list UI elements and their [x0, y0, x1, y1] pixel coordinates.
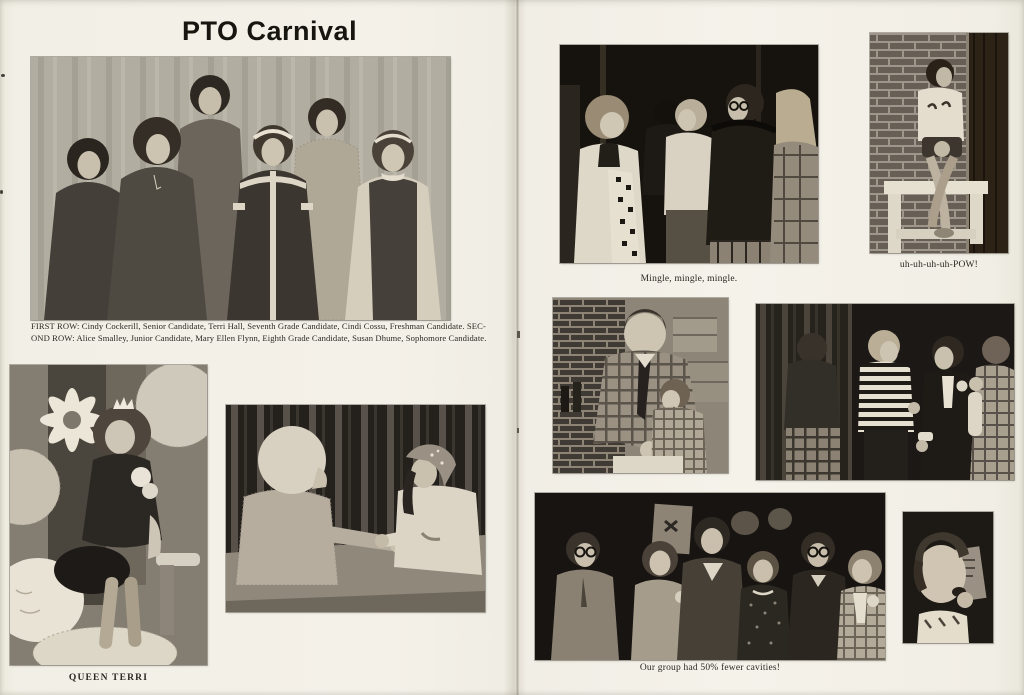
- caption-line-1: FIRST ROW: Cindy Cockerill, Senior Candidate, Terri Hall, Seventh Grade Candidate, Cindi Cossu, Freshman Candidate. SEC-: [31, 321, 486, 331]
- scan-artifact: [0, 190, 3, 194]
- photo-queen-candidates: [31, 57, 450, 320]
- photo-dancing: [756, 304, 1014, 480]
- closeup-photo-art: [903, 512, 993, 643]
- photo-fortune-teller: [226, 405, 485, 612]
- pow-caption: uh-uh-uh-uh-POW!: [899, 260, 979, 270]
- candidates-photo-art: [31, 57, 450, 320]
- cavities-caption: Our group had 50% fewer cavities!: [639, 663, 781, 673]
- mingle-photo-art: [560, 45, 818, 263]
- dancing-photo-art: [756, 304, 1014, 480]
- fortune-photo-art: [226, 405, 485, 612]
- mingle-caption: Mingle, mingle, mingle.: [640, 274, 738, 284]
- queen-photo-art: [10, 365, 207, 665]
- photo-pow: [870, 33, 1008, 253]
- photo-girl-closeup: [903, 512, 993, 643]
- dadson-photo-art: [553, 298, 728, 473]
- photo-queen-terri: [10, 365, 207, 665]
- dark-feathers: [54, 546, 130, 594]
- chair-arm: [156, 553, 200, 566]
- background-figure: [731, 511, 759, 535]
- page-fold: [516, 0, 519, 695]
- mingle-figure: [770, 89, 818, 263]
- cavities-photo-art: [535, 493, 885, 660]
- queen-caption: QUEEN TERRI: [68, 673, 149, 683]
- page-title: PTO Carnival: [182, 16, 358, 46]
- caption-line-2: OND ROW: Alice Smalley, Junior Candidate, Mary Ellen Flynn, Eighth Grade Candidate, Susan Dhume, Sophomore Candidate.: [31, 332, 487, 343]
- scan-artifact: [517, 428, 519, 433]
- pow-photo-art: [870, 33, 1008, 253]
- hand: [957, 592, 973, 608]
- corsage: [957, 381, 968, 392]
- scan-artifact: [517, 331, 520, 338]
- photo-mingle: [560, 45, 818, 263]
- candidates-caption: [31, 321, 487, 344]
- paper-daisy: [40, 388, 104, 452]
- scan-artifact: [1, 74, 5, 77]
- photo-father-and-son: [553, 298, 728, 473]
- photo-group-cavities: [535, 493, 885, 660]
